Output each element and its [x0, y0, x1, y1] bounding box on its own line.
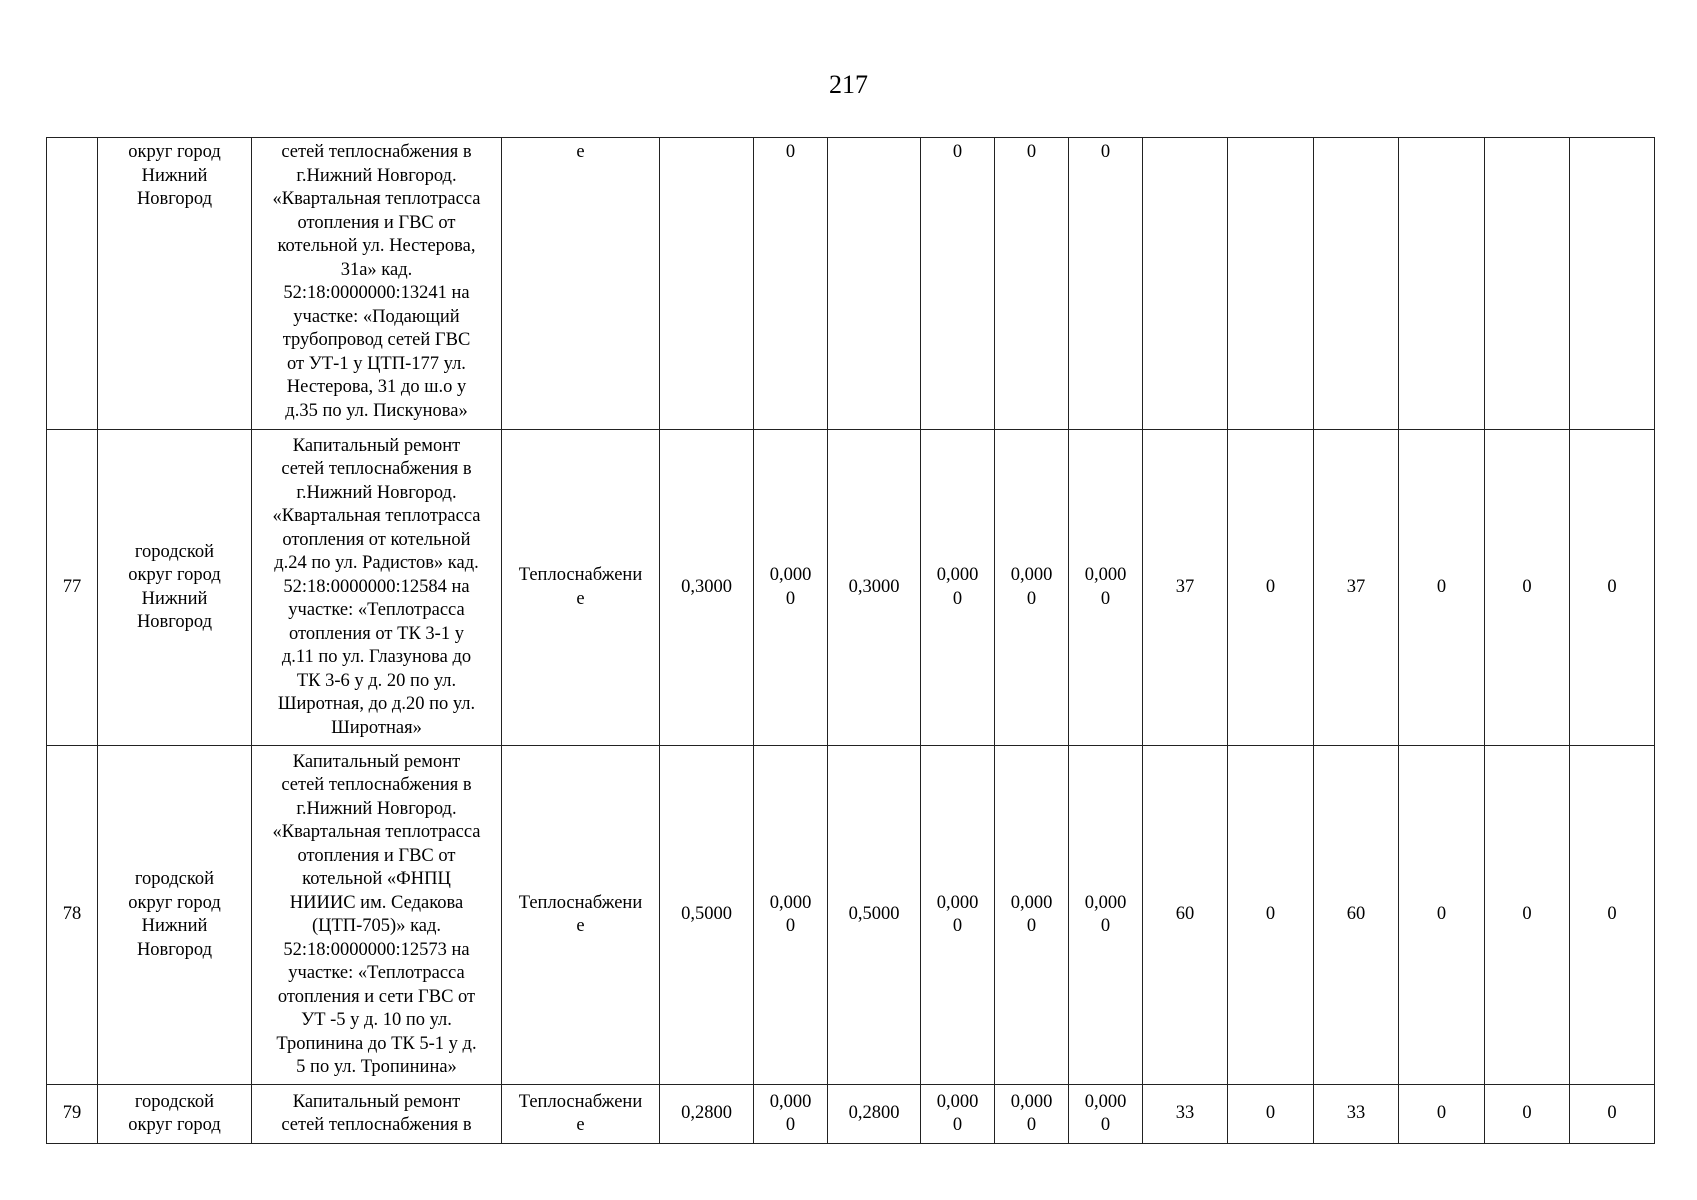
value-cell [828, 138, 921, 430]
value-cell [1228, 138, 1314, 430]
row-number-cell [47, 138, 98, 430]
value-cell: 0 [995, 138, 1069, 430]
municipality-cell: городской округ город Нижний Новгород [98, 746, 252, 1085]
value-cell: 0,5000 [828, 746, 921, 1085]
value-cell: 0 [921, 138, 995, 430]
value-cell: 0,000 0 [921, 1085, 995, 1144]
value-cell: 0,000 0 [921, 746, 995, 1085]
value-cell: 0,3000 [828, 430, 921, 746]
description-cell: Капитальный ремонт сетей теплоснабжения в г.Нижний Новгород. «Квартальная теплотрасса отопления и ГВС от котельной «ФНПЦ НИИИС им. Седакова (ЦТП-705)» кад. 52:18:0000000:12573 на участке: «Теплотрасса отопления и сети ГВС от УТ -5 у д. 10 по ул. Тропинина до ТК 5-1 у д. 5 по ул. Тропинина» [252, 746, 502, 1085]
value-cell: 0,000 0 [754, 746, 828, 1085]
municipality-cell: городской округ город [98, 1085, 252, 1144]
table-row [47, 1085, 1655, 1144]
value-cell: 0,000 0 [1069, 746, 1143, 1085]
value-cell: 60 [1314, 746, 1399, 1085]
value-cell: 0,3000 [660, 430, 754, 746]
description-cell: сетей теплоснабжения в г.Нижний Новгород. «Квартальная теплотрасса отопления и ГВС от котельной ул. Нестерова, 31а» кад. 52:18:0000000:13241 на участке: «Подающий трубопровод сетей ГВС от УТ-1 у ЦТП-177 ул. Нестерова, 31 до ш.о у д.35 по ул. Пискунова» [252, 138, 502, 430]
value-cell: 0,000 0 [1069, 430, 1143, 746]
value-cell: 0 [1485, 430, 1570, 746]
value-cell [660, 138, 754, 430]
value-cell [1399, 138, 1485, 430]
value-cell: 60 [1143, 746, 1228, 1085]
value-cell: 0,000 0 [995, 430, 1069, 746]
value-cell [1570, 138, 1655, 430]
value-cell: 0,000 0 [921, 430, 995, 746]
value-cell: 0,000 0 [995, 746, 1069, 1085]
value-cell: 0,000 0 [1069, 1085, 1143, 1144]
value-cell: 0 [754, 138, 828, 430]
value-cell: 0,000 0 [754, 1085, 828, 1144]
value-cell: 0,5000 [660, 746, 754, 1085]
value-cell: 37 [1314, 430, 1399, 746]
value-cell: 0 [1228, 430, 1314, 746]
program-table [46, 137, 1655, 1144]
value-cell [1314, 138, 1399, 430]
type-cell: Теплоснабжени е [502, 746, 660, 1085]
type-cell: е [502, 138, 660, 430]
row-number-cell: 79 [47, 1085, 98, 1144]
value-cell: 0 [1570, 746, 1655, 1085]
value-cell [1143, 138, 1228, 430]
value-cell: 0,000 0 [995, 1085, 1069, 1144]
description-cell: Капитальный ремонт сетей теплоснабжения в г.Нижний Новгород. «Квартальная теплотрасса отопления от котельной д.24 по ул. Радистов» кад. 52:18:0000000:12584 на участке: «Теплотрасса отопления от ТК 3-1 у д.11 по ул. Глазунова до ТК 3-6 у д. 20 по ул. Широтная, до д.20 по ул. Широтная» [252, 430, 502, 746]
value-cell: 33 [1143, 1085, 1228, 1144]
value-cell: 0 [1228, 1085, 1314, 1144]
page-number: 217 [829, 70, 868, 99]
table-row [47, 746, 1655, 1085]
type-cell: Теплоснабжени е [502, 430, 660, 746]
value-cell: 0 [1228, 746, 1314, 1085]
row-number-cell: 78 [47, 746, 98, 1085]
municipality-cell: городской округ город Нижний Новгород [98, 430, 252, 746]
value-cell: 0 [1570, 430, 1655, 746]
value-cell [1485, 138, 1570, 430]
value-cell: 33 [1314, 1085, 1399, 1144]
value-cell: 0 [1570, 1085, 1655, 1144]
value-cell: 0,2800 [828, 1085, 921, 1144]
type-cell: Теплоснабжени е [502, 1085, 660, 1144]
value-cell: 0 [1485, 746, 1570, 1085]
table-row [47, 138, 1655, 430]
row-number-cell: 77 [47, 430, 98, 746]
value-cell: 0 [1485, 1085, 1570, 1144]
value-cell: 37 [1143, 430, 1228, 746]
description-cell: Капитальный ремонт сетей теплоснабжения в [252, 1085, 502, 1144]
table-row [47, 430, 1655, 746]
value-cell: 0 [1399, 746, 1485, 1085]
value-cell: 0 [1399, 1085, 1485, 1144]
value-cell: 0 [1069, 138, 1143, 430]
value-cell: 0 [1399, 430, 1485, 746]
municipality-cell: округ город Нижний Новгород [98, 138, 252, 430]
value-cell: 0,2800 [660, 1085, 754, 1144]
value-cell: 0,000 0 [754, 430, 828, 746]
